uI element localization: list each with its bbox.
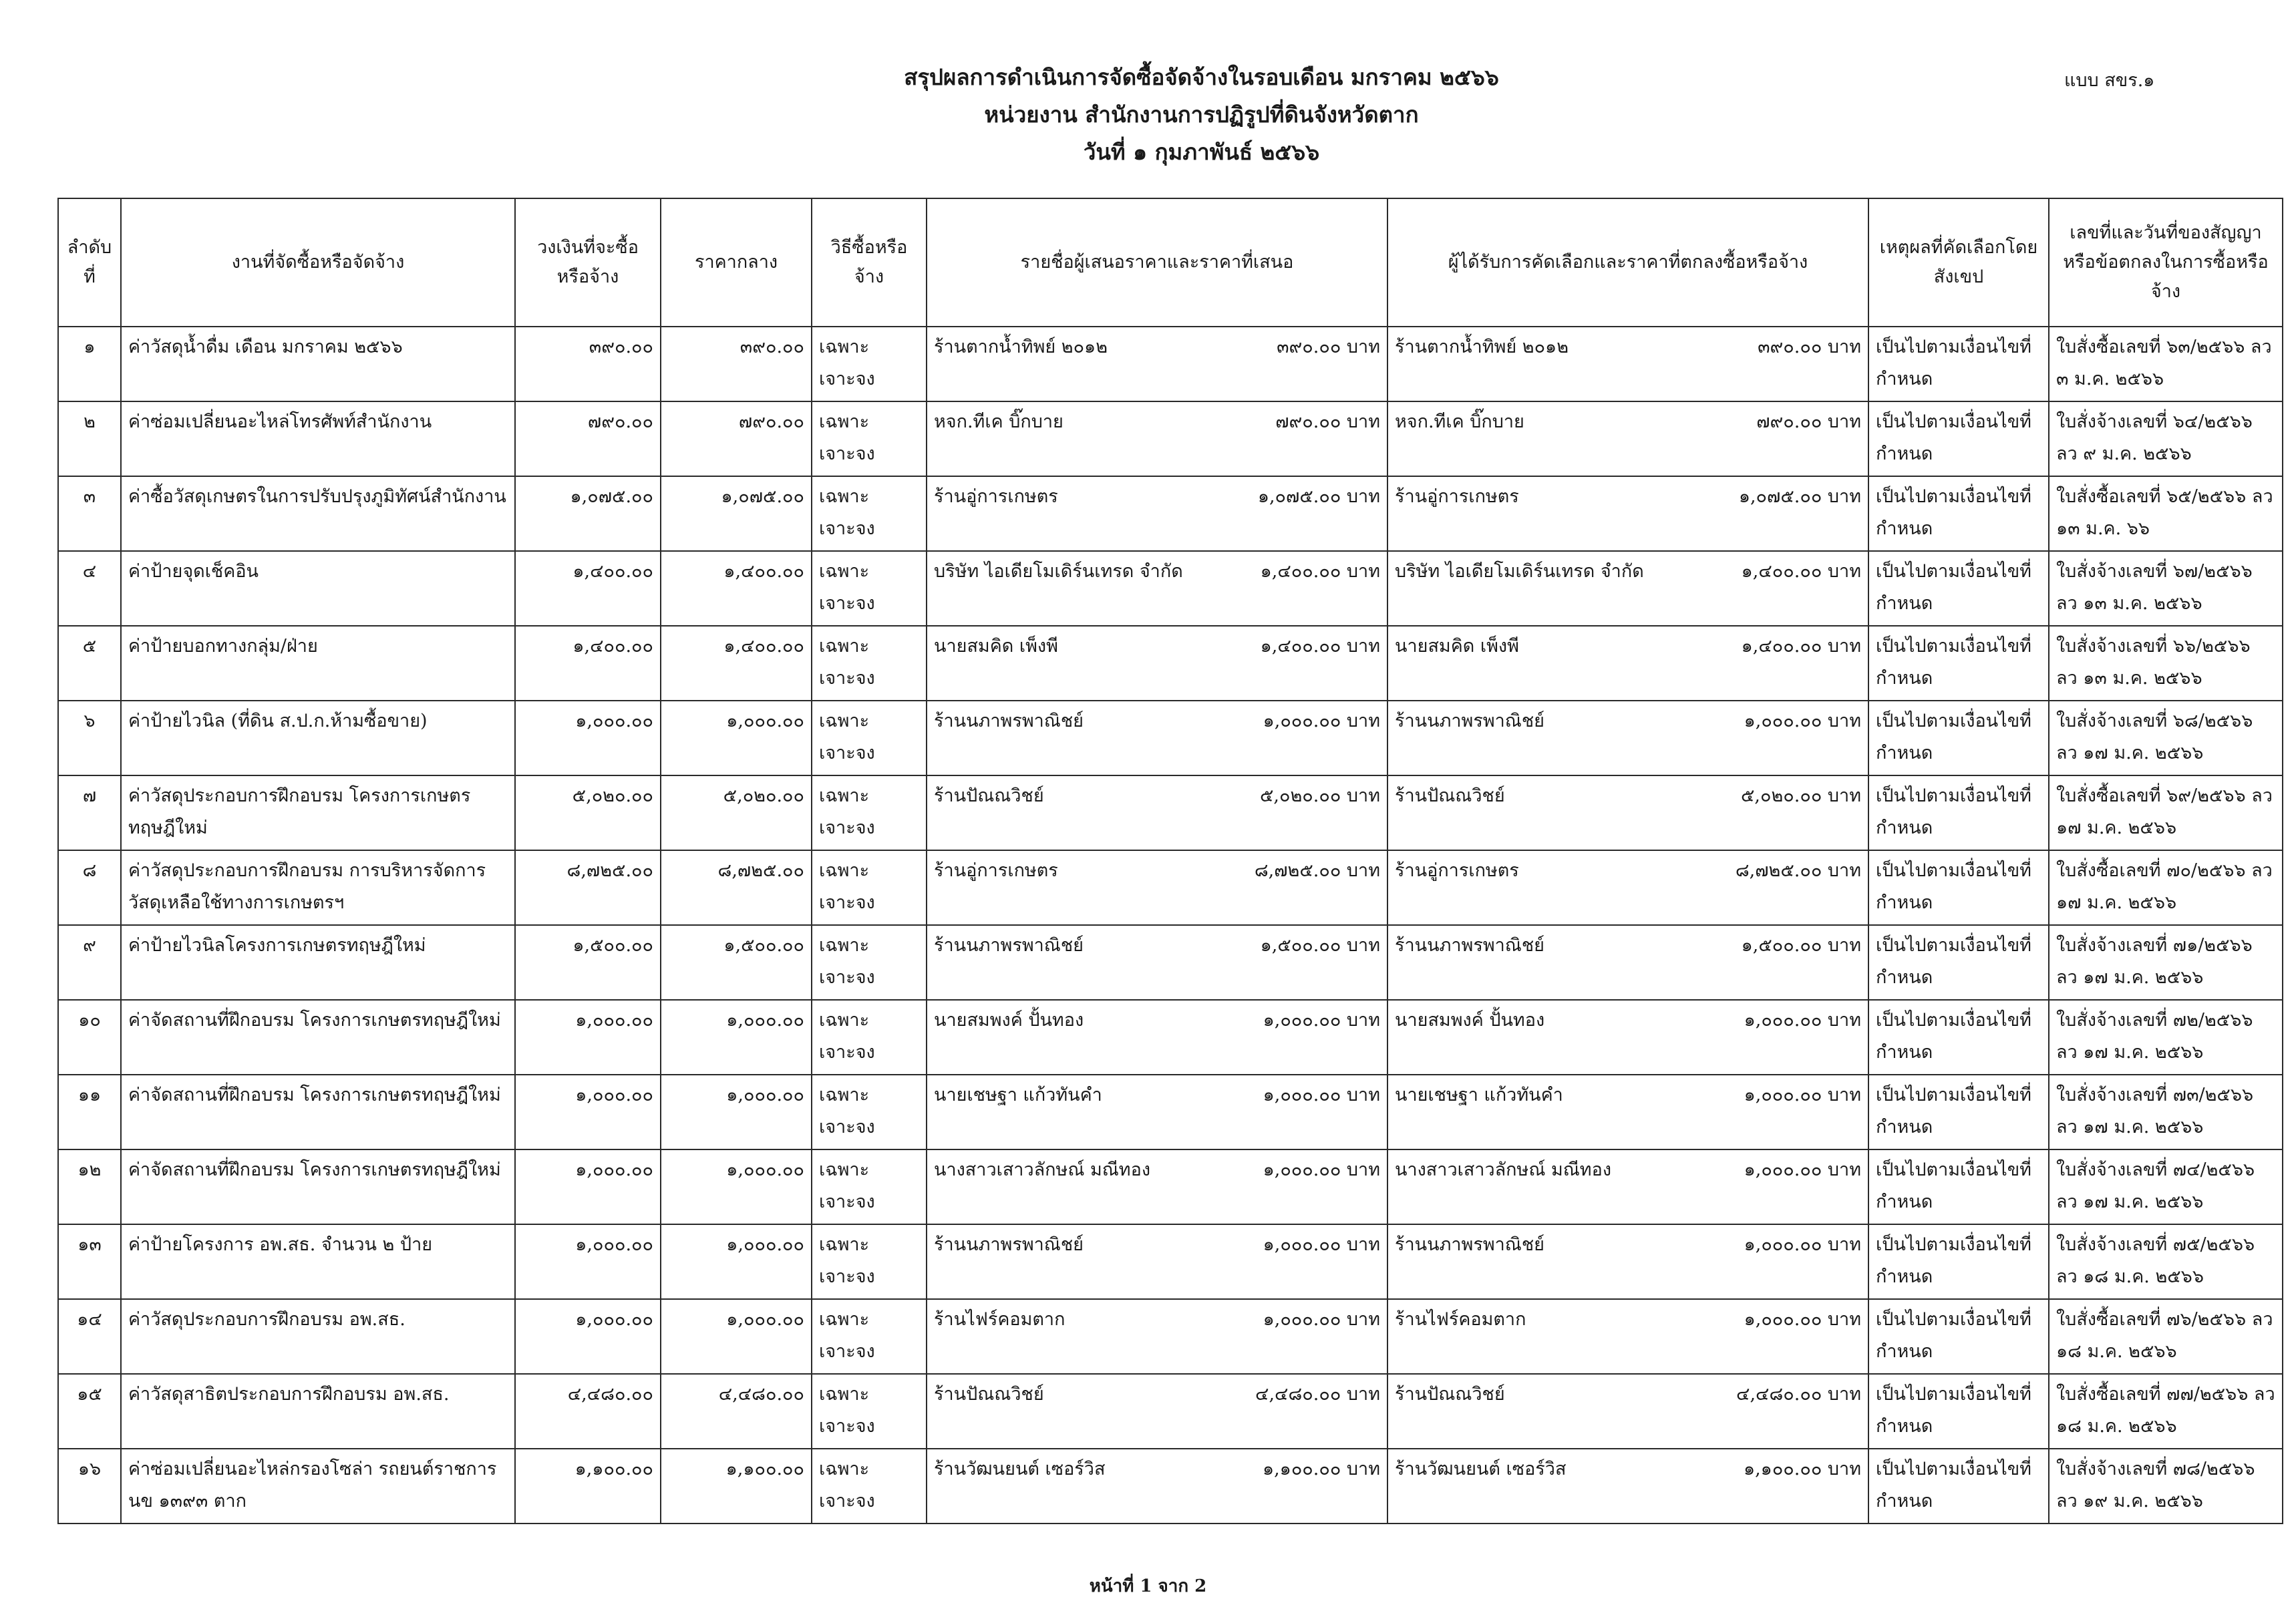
row-number: ๑๖ <box>58 1449 121 1524</box>
row-winner: นางสาวเสาวลักษณ์ มณีทอง <box>1395 1159 1611 1180</box>
row-contract: ใบสั่งซื้อเลขที่ ๖๓/๒๕๖๖ ลว ๓ ม.ค. ๒๕๖๖ <box>2049 327 2283 401</box>
row-number: ๑ <box>58 327 121 401</box>
table-row <box>58 1000 2283 1075</box>
row-number: ๖ <box>58 701 121 775</box>
row-winner-cell <box>1387 476 1868 551</box>
col-header-item: งานที่จัดซื้อหรือจัดจ้าง <box>121 198 515 327</box>
row-bidder: นายเชษฐา แก้วทันคำ <box>934 1085 1102 1105</box>
row-bidder-cell <box>927 1075 1387 1149</box>
row-contract: ใบสั่งจ้างเลขที่ ๖๗/๒๕๖๖ ลว ๑๓ ม.ค. ๒๕๖๖ <box>2049 551 2283 626</box>
row-winner-cell <box>1387 626 1868 701</box>
row-reason: เป็นไปตามเงื่อนไขที่กำหนด <box>1868 1075 2049 1149</box>
row-median-price: ๑,๐๐๐.๐๐ <box>661 1299 812 1374</box>
row-reason: เป็นไปตามเงื่อนไขที่กำหนด <box>1868 401 2049 476</box>
row-bid-price: ๑,๔๐๐.๐๐ บาท <box>1260 561 1380 582</box>
row-method: เฉพาะเจาะจง <box>812 626 927 701</box>
row-win-price: ๑,๐๐๐.๐๐ บาท <box>1744 1309 1861 1330</box>
row-bid-price: ๕,๐๒๐.๐๐ บาท <box>1260 785 1380 806</box>
row-item: ค่าป้ายบอกทางกลุ่ม/ฝ่าย <box>121 626 515 701</box>
row-method: เฉพาะเจาะจง <box>812 1449 927 1524</box>
row-winner: ร้านอู่การเกษตร <box>1395 486 1519 507</box>
row-win-price: ๑,๐๐๐.๐๐ บาท <box>1744 1085 1861 1105</box>
row-winner-cell <box>1387 1075 1868 1149</box>
row-reason: เป็นไปตามเงื่อนไขที่กำหนด <box>1868 626 2049 701</box>
row-method: เฉพาะเจาะจง <box>812 775 927 850</box>
row-contract: ใบสั่งจ้างเลขที่ ๗๘/๒๕๖๖ ลว ๑๙ ม.ค. ๒๕๖๖ <box>2049 1449 2283 1524</box>
row-winner-cell <box>1387 1374 1868 1449</box>
row-budget: ๑,๐๐๐.๐๐ <box>515 701 661 775</box>
row-reason: เป็นไปตามเงื่อนไขที่กำหนด <box>1868 327 2049 401</box>
row-reason: เป็นไปตามเงื่อนไขที่กำหนด <box>1868 775 2049 850</box>
row-bid-price: ๗๙๐.๐๐ บาท <box>1275 411 1380 432</box>
row-number: ๒ <box>58 401 121 476</box>
row-median-price: ๑,๐๐๐.๐๐ <box>661 1075 812 1149</box>
row-budget: ๑,๐๗๕.๐๐ <box>515 476 661 551</box>
row-winner-cell <box>1387 551 1868 626</box>
table-row <box>58 1374 2283 1449</box>
row-median-price: ๓๙๐.๐๐ <box>661 327 812 401</box>
row-contract: ใบสั่งซื้อเลขที่ ๗๖/๒๕๖๖ ลว ๑๘ ม.ค. ๒๕๖๖ <box>2049 1299 2283 1374</box>
table-row <box>58 925 2283 1000</box>
row-bid-price: ๔,๔๘๐.๐๐ บาท <box>1255 1384 1380 1405</box>
row-budget: ๑,๐๐๐.๐๐ <box>515 1299 661 1374</box>
row-number: ๓ <box>58 476 121 551</box>
row-bid-price: ๑,๐๐๐.๐๐ บาท <box>1263 1010 1380 1031</box>
row-number: ๑๕ <box>58 1374 121 1449</box>
row-method: เฉพาะเจาะจง <box>812 1299 927 1374</box>
row-bidder: ร้านนภาพรพาณิชย์ <box>934 1234 1084 1255</box>
row-winner: ร้านนภาพรพาณิชย์ <box>1395 1234 1544 1255</box>
col-header-winner: ผู้ได้รับการคัดเลือกและราคาที่ตกลงซื้อหรือจ้าง <box>1387 198 1868 327</box>
row-contract: ใบสั่งซื้อเลขที่ ๗๐/๒๕๖๖ ลว ๑๗ ม.ค. ๒๕๖๖ <box>2049 850 2283 925</box>
row-item: ค่าจัดสถานที่ฝึกอบรม โครงการเกษตรทฤษฎีใหม่ <box>121 1000 515 1075</box>
row-bidder-cell <box>927 1149 1387 1224</box>
row-number: ๑๑ <box>58 1075 121 1149</box>
row-method: เฉพาะเจาะจง <box>812 925 927 1000</box>
table-row <box>58 775 2283 850</box>
row-winner-cell <box>1387 1224 1868 1299</box>
table-row <box>58 401 2283 476</box>
row-median-price: ๕,๐๒๐.๐๐ <box>661 775 812 850</box>
row-winner: ร้านวัฒนยนต์ เซอร์วิส <box>1395 1459 1567 1479</box>
row-budget: ๑,๔๐๐.๐๐ <box>515 626 661 701</box>
row-median-price: ๑,๐๐๐.๐๐ <box>661 1149 812 1224</box>
row-method: เฉพาะเจาะจง <box>812 1149 927 1224</box>
table-row <box>58 476 2283 551</box>
row-budget: ๑,๐๐๐.๐๐ <box>515 1149 661 1224</box>
row-winner: ร้านตากน้ำทิพย์ ๒๐๑๒ <box>1395 337 1569 357</box>
row-reason: เป็นไปตามเงื่อนไขที่กำหนด <box>1868 701 2049 775</box>
row-winner-cell <box>1387 1299 1868 1374</box>
row-median-price: ๑,๐๐๐.๐๐ <box>661 1000 812 1075</box>
row-bid-price: ๑,๐๐๐.๐๐ บาท <box>1263 1234 1380 1255</box>
row-method: เฉพาะเจาะจง <box>812 1224 927 1299</box>
row-contract: ใบสั่งจ้างเลขที่ ๗๑/๒๕๖๖ ลว ๑๗ ม.ค. ๒๕๖๖ <box>2049 925 2283 1000</box>
row-number: ๑๓ <box>58 1224 121 1299</box>
row-bidder-cell <box>927 1299 1387 1374</box>
row-method: เฉพาะเจาะจง <box>812 1075 927 1149</box>
row-bid-price: ๘,๗๒๕.๐๐ บาท <box>1254 860 1380 881</box>
row-contract: ใบสั่งจ้างเลขที่ ๖๖/๒๕๖๖ ลว ๑๓ ม.ค. ๒๕๖๖ <box>2049 626 2283 701</box>
row-bid-price: ๑,๐๐๐.๐๐ บาท <box>1263 711 1380 731</box>
row-win-price: ๑,๐๐๐.๐๐ บาท <box>1744 1010 1861 1031</box>
row-bidder: นางสาวเสาวลักษณ์ มณีทอง <box>934 1159 1150 1180</box>
row-method: เฉพาะเจาะจง <box>812 850 927 925</box>
row-number: ๗ <box>58 775 121 850</box>
row-contract: ใบสั่งจ้างเลขที่ ๖๘/๒๕๖๖ ลว ๑๗ ม.ค. ๒๕๖๖ <box>2049 701 2283 775</box>
row-bidder: หจก.ทีเค บิ๊กบาย <box>934 411 1063 432</box>
row-method: เฉพาะเจาะจง <box>812 327 927 401</box>
table-row <box>58 701 2283 775</box>
row-method: เฉพาะเจาะจง <box>812 476 927 551</box>
col-header-budget: วงเงินที่จะซื้อหรือจ้าง <box>515 198 661 327</box>
row-win-price: ๑,๐๐๐.๐๐ บาท <box>1744 711 1861 731</box>
row-median-price: ๗๙๐.๐๐ <box>661 401 812 476</box>
row-bidder: ร้านวัฒนยนต์ เซอร์วิส <box>934 1459 1106 1479</box>
row-budget: ๑,๐๐๐.๐๐ <box>515 1000 661 1075</box>
row-number: ๑๔ <box>58 1299 121 1374</box>
row-bidder: นายสมคิด เพ็งพี <box>934 636 1058 657</box>
row-win-price: ๔,๔๘๐.๐๐ บาท <box>1736 1384 1861 1405</box>
row-win-price: ๑,๐๐๐.๐๐ บาท <box>1744 1159 1861 1180</box>
form-code: แบบ สขร.๑ <box>2064 70 2155 91</box>
row-bid-price: ๑,๔๐๐.๐๐ บาท <box>1260 636 1380 657</box>
table-row <box>58 1075 2283 1149</box>
row-winner: ร้านปัณณวิชย์ <box>1395 785 1505 806</box>
row-median-price: ๑,๔๐๐.๐๐ <box>661 551 812 626</box>
row-winner: ร้านปัณณวิชย์ <box>1395 1384 1505 1405</box>
table-row <box>58 850 2283 925</box>
row-budget: ๑,๐๐๐.๐๐ <box>515 1075 661 1149</box>
table-row <box>58 1299 2283 1374</box>
row-method: เฉพาะเจาะจง <box>812 551 927 626</box>
table-row <box>58 626 2283 701</box>
row-win-price: ๗๙๐.๐๐ บาท <box>1756 411 1861 432</box>
table-row <box>58 1449 2283 1524</box>
procurement-table <box>57 198 2283 1524</box>
row-bid-price: ๑,๕๐๐.๐๐ บาท <box>1260 935 1380 956</box>
row-reason: เป็นไปตามเงื่อนไขที่กำหนด <box>1868 1374 2049 1449</box>
row-winner-cell <box>1387 850 1868 925</box>
row-budget: ๘,๗๒๕.๐๐ <box>515 850 661 925</box>
page-number: หน้าที่ 1 จาก 2 <box>1089 1576 1207 1596</box>
table-row <box>58 1149 2283 1224</box>
row-reason: เป็นไปตามเงื่อนไขที่กำหนด <box>1868 850 2049 925</box>
row-item: ค่าจัดสถานที่ฝึกอบรม โครงการเกษตรทฤษฎีใหม่ <box>121 1149 515 1224</box>
row-reason: เป็นไปตามเงื่อนไขที่กำหนด <box>1868 1299 2049 1374</box>
row-win-price: ๕,๐๒๐.๐๐ บาท <box>1741 785 1861 806</box>
col-header-no: ลำดับที่ <box>58 198 121 327</box>
row-number: ๕ <box>58 626 121 701</box>
table-row <box>58 551 2283 626</box>
row-item: ค่าซ่อมเปลี่ยนอะไหล่กรองโซล่า รถยนต์ราชการ นข ๑๓๙๓ ตาก <box>121 1449 515 1524</box>
row-bidder-cell <box>927 1449 1387 1524</box>
row-number: ๑๐ <box>58 1000 121 1075</box>
row-win-price: ๑,๐๐๐.๐๐ บาท <box>1744 1234 1861 1255</box>
col-header-median: ราคากลาง <box>661 198 812 327</box>
col-header-bidders: รายชื่อผู้เสนอราคาและราคาที่เสนอ <box>927 198 1387 327</box>
row-bid-price: ๑,๑๐๐.๐๐ บาท <box>1262 1459 1380 1479</box>
row-budget: ๑,๔๐๐.๐๐ <box>515 551 661 626</box>
row-median-price: ๑,๐๐๐.๐๐ <box>661 701 812 775</box>
row-bidder-cell <box>927 850 1387 925</box>
row-bidder: นายสมพงค์ ปั้นทอง <box>934 1010 1084 1031</box>
row-reason: เป็นไปตามเงื่อนไขที่กำหนด <box>1868 1449 2049 1524</box>
row-bidder-cell <box>927 327 1387 401</box>
row-bidder-cell <box>927 775 1387 850</box>
row-winner-cell <box>1387 1000 1868 1075</box>
row-bid-price: ๓๙๐.๐๐ บาท <box>1277 337 1380 357</box>
row-item: ค่าวัสดุประกอบการฝึกอบรม การบริหารจัดการวัสดุเหลือใช้ทางการเกษตรฯ <box>121 850 515 925</box>
row-reason: เป็นไปตามเงื่อนไขที่กำหนด <box>1868 1000 2049 1075</box>
row-item: ค่าวัสดุประกอบการฝึกอบรม อพ.สธ. <box>121 1299 515 1374</box>
row-contract: ใบสั่งซื้อเลขที่ ๗๗/๒๕๖๖ ลว ๑๘ ม.ค. ๒๕๖๖ <box>2049 1374 2283 1449</box>
document-date: วันที่ ๑ กุมภาพันธ์ ๒๕๖๖ <box>1083 139 1320 165</box>
row-bidder: ร้านอู่การเกษตร <box>934 860 1058 881</box>
row-winner: ร้านไฟร์คอมตาก <box>1395 1309 1526 1330</box>
row-item: ค่าป้ายไวนิลโครงการเกษตรทฤษฎีใหม่ <box>121 925 515 1000</box>
row-contract: ใบสั่งจ้างเลขที่ ๖๔/๒๕๖๖ ลว ๙ ม.ค. ๒๕๖๖ <box>2049 401 2283 476</box>
row-item: ค่าซื้อวัสดุเกษตรในการปรับปรุงภูมิทัศน์สำนักงาน <box>121 476 515 551</box>
row-bidder-cell <box>927 1374 1387 1449</box>
row-reason: เป็นไปตามเงื่อนไขที่กำหนด <box>1868 551 2049 626</box>
row-bidder-cell <box>927 401 1387 476</box>
row-bidder-cell <box>927 925 1387 1000</box>
row-bid-price: ๑,๐๐๐.๐๐ บาท <box>1263 1309 1380 1330</box>
row-item: ค่าจัดสถานที่ฝึกอบรม โครงการเกษตรทฤษฎีใหม่ <box>121 1075 515 1149</box>
row-winner-cell <box>1387 775 1868 850</box>
row-bid-price: ๑,๐๐๐.๐๐ บาท <box>1263 1085 1380 1105</box>
row-bidder: ร้านไฟร์คอมตาก <box>934 1309 1065 1330</box>
row-median-price: ๑,๐๐๐.๐๐ <box>661 1224 812 1299</box>
row-item: ค่าป้ายไวนิล (ที่ดิน ส.ป.ก.ห้ามซื้อขาย) <box>121 701 515 775</box>
row-method: เฉพาะเจาะจง <box>812 701 927 775</box>
row-number: ๑๒ <box>58 1149 121 1224</box>
row-budget: ๕,๐๒๐.๐๐ <box>515 775 661 850</box>
row-winner: ร้านนภาพรพาณิชย์ <box>1395 935 1544 956</box>
row-reason: เป็นไปตามเงื่อนไขที่กำหนด <box>1868 1149 2049 1224</box>
row-winner: นายเชษฐา แก้วทันคำ <box>1395 1085 1563 1105</box>
row-reason: เป็นไปตามเงื่อนไขที่กำหนด <box>1868 1224 2049 1299</box>
row-median-price: ๑,๔๐๐.๐๐ <box>661 626 812 701</box>
row-bidder-cell <box>927 1000 1387 1075</box>
row-winner: บริษัท ไอเดียโมเดิร์นเทรด จำกัด <box>1395 561 1644 582</box>
row-win-price: ๑,๔๐๐.๐๐ บาท <box>1741 636 1861 657</box>
table-header-row <box>58 198 2283 327</box>
row-bidder-cell <box>927 551 1387 626</box>
row-median-price: ๘,๗๒๕.๐๐ <box>661 850 812 925</box>
row-contract: ใบสั่งจ้างเลขที่ ๗๒/๒๕๖๖ ลว ๑๗ ม.ค. ๒๕๖๖ <box>2049 1000 2283 1075</box>
row-contract: ใบสั่งซื้อเลขที่ ๖๙/๒๕๖๖ ลว ๑๗ ม.ค. ๒๕๖๖ <box>2049 775 2283 850</box>
row-win-price: ๑,๕๐๐.๐๐ บาท <box>1741 935 1861 956</box>
row-winner: หจก.ทีเค บิ๊กบาย <box>1395 411 1524 432</box>
row-median-price: ๑,๐๗๕.๐๐ <box>661 476 812 551</box>
row-winner-cell <box>1387 701 1868 775</box>
row-method: เฉพาะเจาะจง <box>812 401 927 476</box>
row-bid-price: ๑,๐๗๕.๐๐ บาท <box>1257 486 1380 507</box>
row-number: ๙ <box>58 925 121 1000</box>
row-item: ค่าซ่อมเปลี่ยนอะไหล่โทรศัพท์สำนักงาน <box>121 401 515 476</box>
row-contract: ใบสั่งจ้างเลขที่ ๗๓/๒๕๖๖ ลว ๑๗ ม.ค. ๒๕๖๖ <box>2049 1075 2283 1149</box>
row-winner-cell <box>1387 1149 1868 1224</box>
row-reason: เป็นไปตามเงื่อนไขที่กำหนด <box>1868 925 2049 1000</box>
row-item: ค่าวัสดุน้ำดื่ม เดือน มกราคม ๒๕๖๖ <box>121 327 515 401</box>
row-budget: ๔,๔๘๐.๐๐ <box>515 1374 661 1449</box>
row-budget: ๗๙๐.๐๐ <box>515 401 661 476</box>
row-contract: ใบสั่งจ้างเลขที่ ๗๔/๒๕๖๖ ลว ๑๗ ม.ค. ๒๕๖๖ <box>2049 1149 2283 1224</box>
row-winner-cell <box>1387 401 1868 476</box>
row-contract: ใบสั่งซื้อเลขที่ ๖๕/๒๕๖๖ ลว ๑๓ ม.ค. ๖๖ <box>2049 476 2283 551</box>
row-bidder-cell <box>927 476 1387 551</box>
row-winner: นายสมคิด เพ็งพี <box>1395 636 1519 657</box>
row-winner-cell <box>1387 1449 1868 1524</box>
row-item: ค่าวัสดุสาธิตประกอบการฝึกอบรม อพ.สธ. <box>121 1374 515 1449</box>
row-median-price: ๑,๕๐๐.๐๐ <box>661 925 812 1000</box>
row-win-price: ๑,๔๐๐.๐๐ บาท <box>1741 561 1861 582</box>
row-number: ๔ <box>58 551 121 626</box>
row-winner: ร้านอู่การเกษตร <box>1395 860 1519 881</box>
row-item: ค่าป้ายจุดเช็คอิน <box>121 551 515 626</box>
row-budget: ๑,๐๐๐.๐๐ <box>515 1224 661 1299</box>
row-bidder-cell <box>927 626 1387 701</box>
row-bidder-cell <box>927 701 1387 775</box>
row-budget: ๑,๕๐๐.๐๐ <box>515 925 661 1000</box>
row-item: ค่าวัสดุประกอบการฝึกอบรม โครงการเกษตรทฤษฎีใหม่ <box>121 775 515 850</box>
table-row <box>58 327 2283 401</box>
row-winner: นายสมพงค์ ปั้นทอง <box>1395 1010 1545 1031</box>
row-win-price: ๓๙๐.๐๐ บาท <box>1758 337 1861 357</box>
row-winner-cell <box>1387 327 1868 401</box>
row-bidder: ร้านปัณณวิชย์ <box>934 785 1044 806</box>
row-bidder-cell <box>927 1224 1387 1299</box>
row-median-price: ๔,๔๘๐.๐๐ <box>661 1374 812 1449</box>
row-bidder: ร้านปัณณวิชย์ <box>934 1384 1044 1405</box>
row-reason: เป็นไปตามเงื่อนไขที่กำหนด <box>1868 476 2049 551</box>
table-row <box>58 1224 2283 1299</box>
col-header-reason: เหตุผลที่คัดเลือกโดยสังเขป <box>1868 198 2049 327</box>
col-header-method: วิธีซื้อหรือจ้าง <box>812 198 927 327</box>
row-bid-price: ๑,๐๐๐.๐๐ บาท <box>1263 1159 1380 1180</box>
row-win-price: ๘,๗๒๕.๐๐ บาท <box>1735 860 1861 881</box>
row-winner-cell <box>1387 925 1868 1000</box>
row-bidder: ร้านอู่การเกษตร <box>934 486 1058 507</box>
document-header <box>0 59 2296 171</box>
row-method: เฉพาะเจาะจง <box>812 1374 927 1449</box>
row-method: เฉพาะเจาะจง <box>812 1000 927 1075</box>
row-winner: ร้านนภาพรพาณิชย์ <box>1395 711 1544 731</box>
row-item: ค่าป้ายโครงการ อพ.สธ. จำนวน ๒ ป้าย <box>121 1224 515 1299</box>
row-bidder: ร้านนภาพรพาณิชย์ <box>934 935 1084 956</box>
row-bidder: ร้านตากน้ำทิพย์ ๒๐๑๒ <box>934 337 1108 357</box>
row-win-price: ๑,๐๗๕.๐๐ บาท <box>1738 486 1861 507</box>
agency-name: หน่วยงาน สำนักงานการปฏิรูปที่ดินจังหวัดตาก <box>984 102 1419 128</box>
row-budget: ๑,๑๐๐.๐๐ <box>515 1449 661 1524</box>
row-bidder: บริษัท ไอเดียโมเดิร์นเทรด จำกัด <box>934 561 1183 582</box>
row-win-price: ๑,๑๐๐.๐๐ บาท <box>1743 1459 1861 1479</box>
row-contract: ใบสั่งจ้างเลขที่ ๗๕/๒๕๖๖ ลว ๑๘ ม.ค. ๒๕๖๖ <box>2049 1224 2283 1299</box>
row-number: ๘ <box>58 850 121 925</box>
document-title: สรุปผลการดำเนินการจัดซื้อจัดจ้างในรอบเดือน มกราคม ๒๕๖๖ <box>904 64 1499 90</box>
row-median-price: ๑,๑๐๐.๐๐ <box>661 1449 812 1524</box>
row-budget: ๓๙๐.๐๐ <box>515 327 661 401</box>
col-header-contract: เลขที่และวันที่ของสัญญาหรือข้อตกลงในการซื้อหรือจ้าง <box>2049 198 2283 327</box>
row-bidder: ร้านนภาพรพาณิชย์ <box>934 711 1084 731</box>
